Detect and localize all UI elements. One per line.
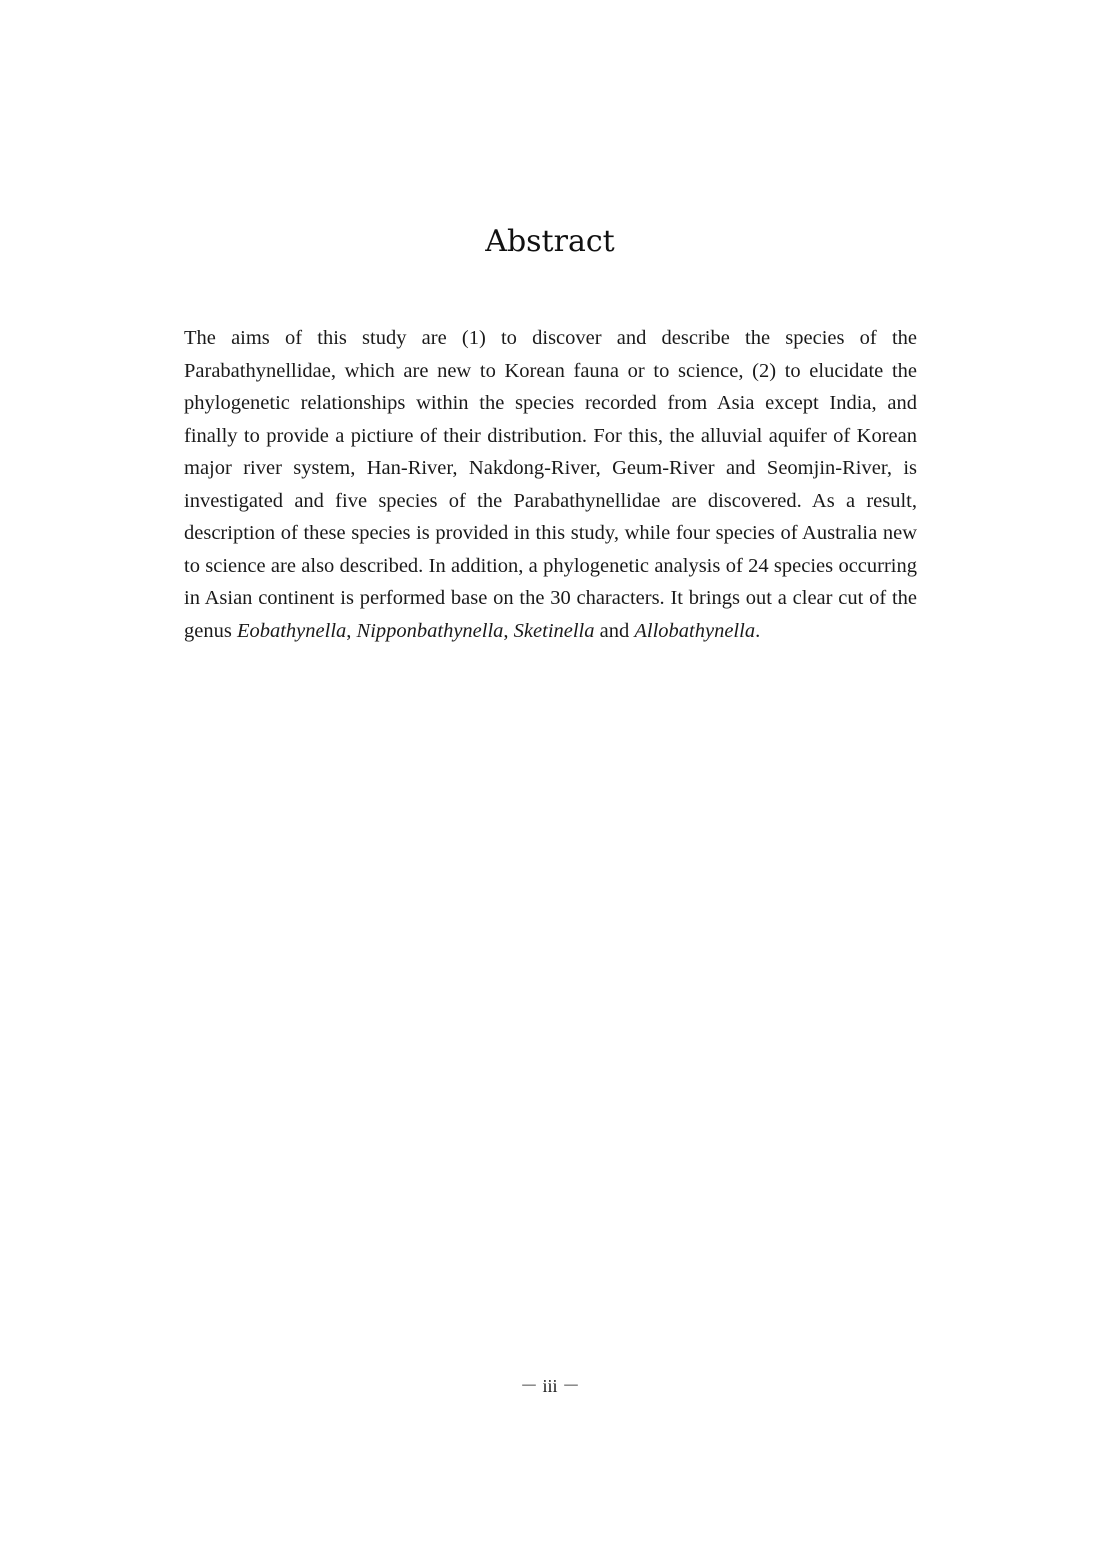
separator: , <box>503 619 514 642</box>
separator: and <box>594 619 635 642</box>
genus-eobathynella: Eobathynella <box>236 619 347 642</box>
sentence-end: . <box>755 619 761 642</box>
genus-nipponbathynella: Nipponbathynella <box>356 619 504 642</box>
page-title: Abstract <box>485 224 615 259</box>
genus-sketinella: Sketinella <box>513 619 595 642</box>
abstract-text: The aims of this study are (1) to discover and describe the species of the Parabathynellidae, which are new to Korean fauna or to science, (2) to elucidate the phylogenetic relationships within the species recorded from Asia except India, and finally to provide a pictiure of their distribution. For this, the alluvial aquifer of Korean major river system, Han-River, Nakdong-River, Geum-River and Seomjin-River, is investigated and five species of the Parabathynellidae are discovered. As a result, description of these species is provided in this study, while four species of Australia new to science are also described. In addition, a phylogenetic analysis of 24 species occurring in Asian continent is performed base on the 30 characters. It brings out a clear cut of the genus <box>184 327 917 642</box>
page-number: － iii － <box>519 1376 580 1396</box>
genus-allobathynella: Allobathynella <box>634 619 756 642</box>
abstract-paragraph <box>184 322 917 647</box>
separator: , <box>346 619 357 642</box>
